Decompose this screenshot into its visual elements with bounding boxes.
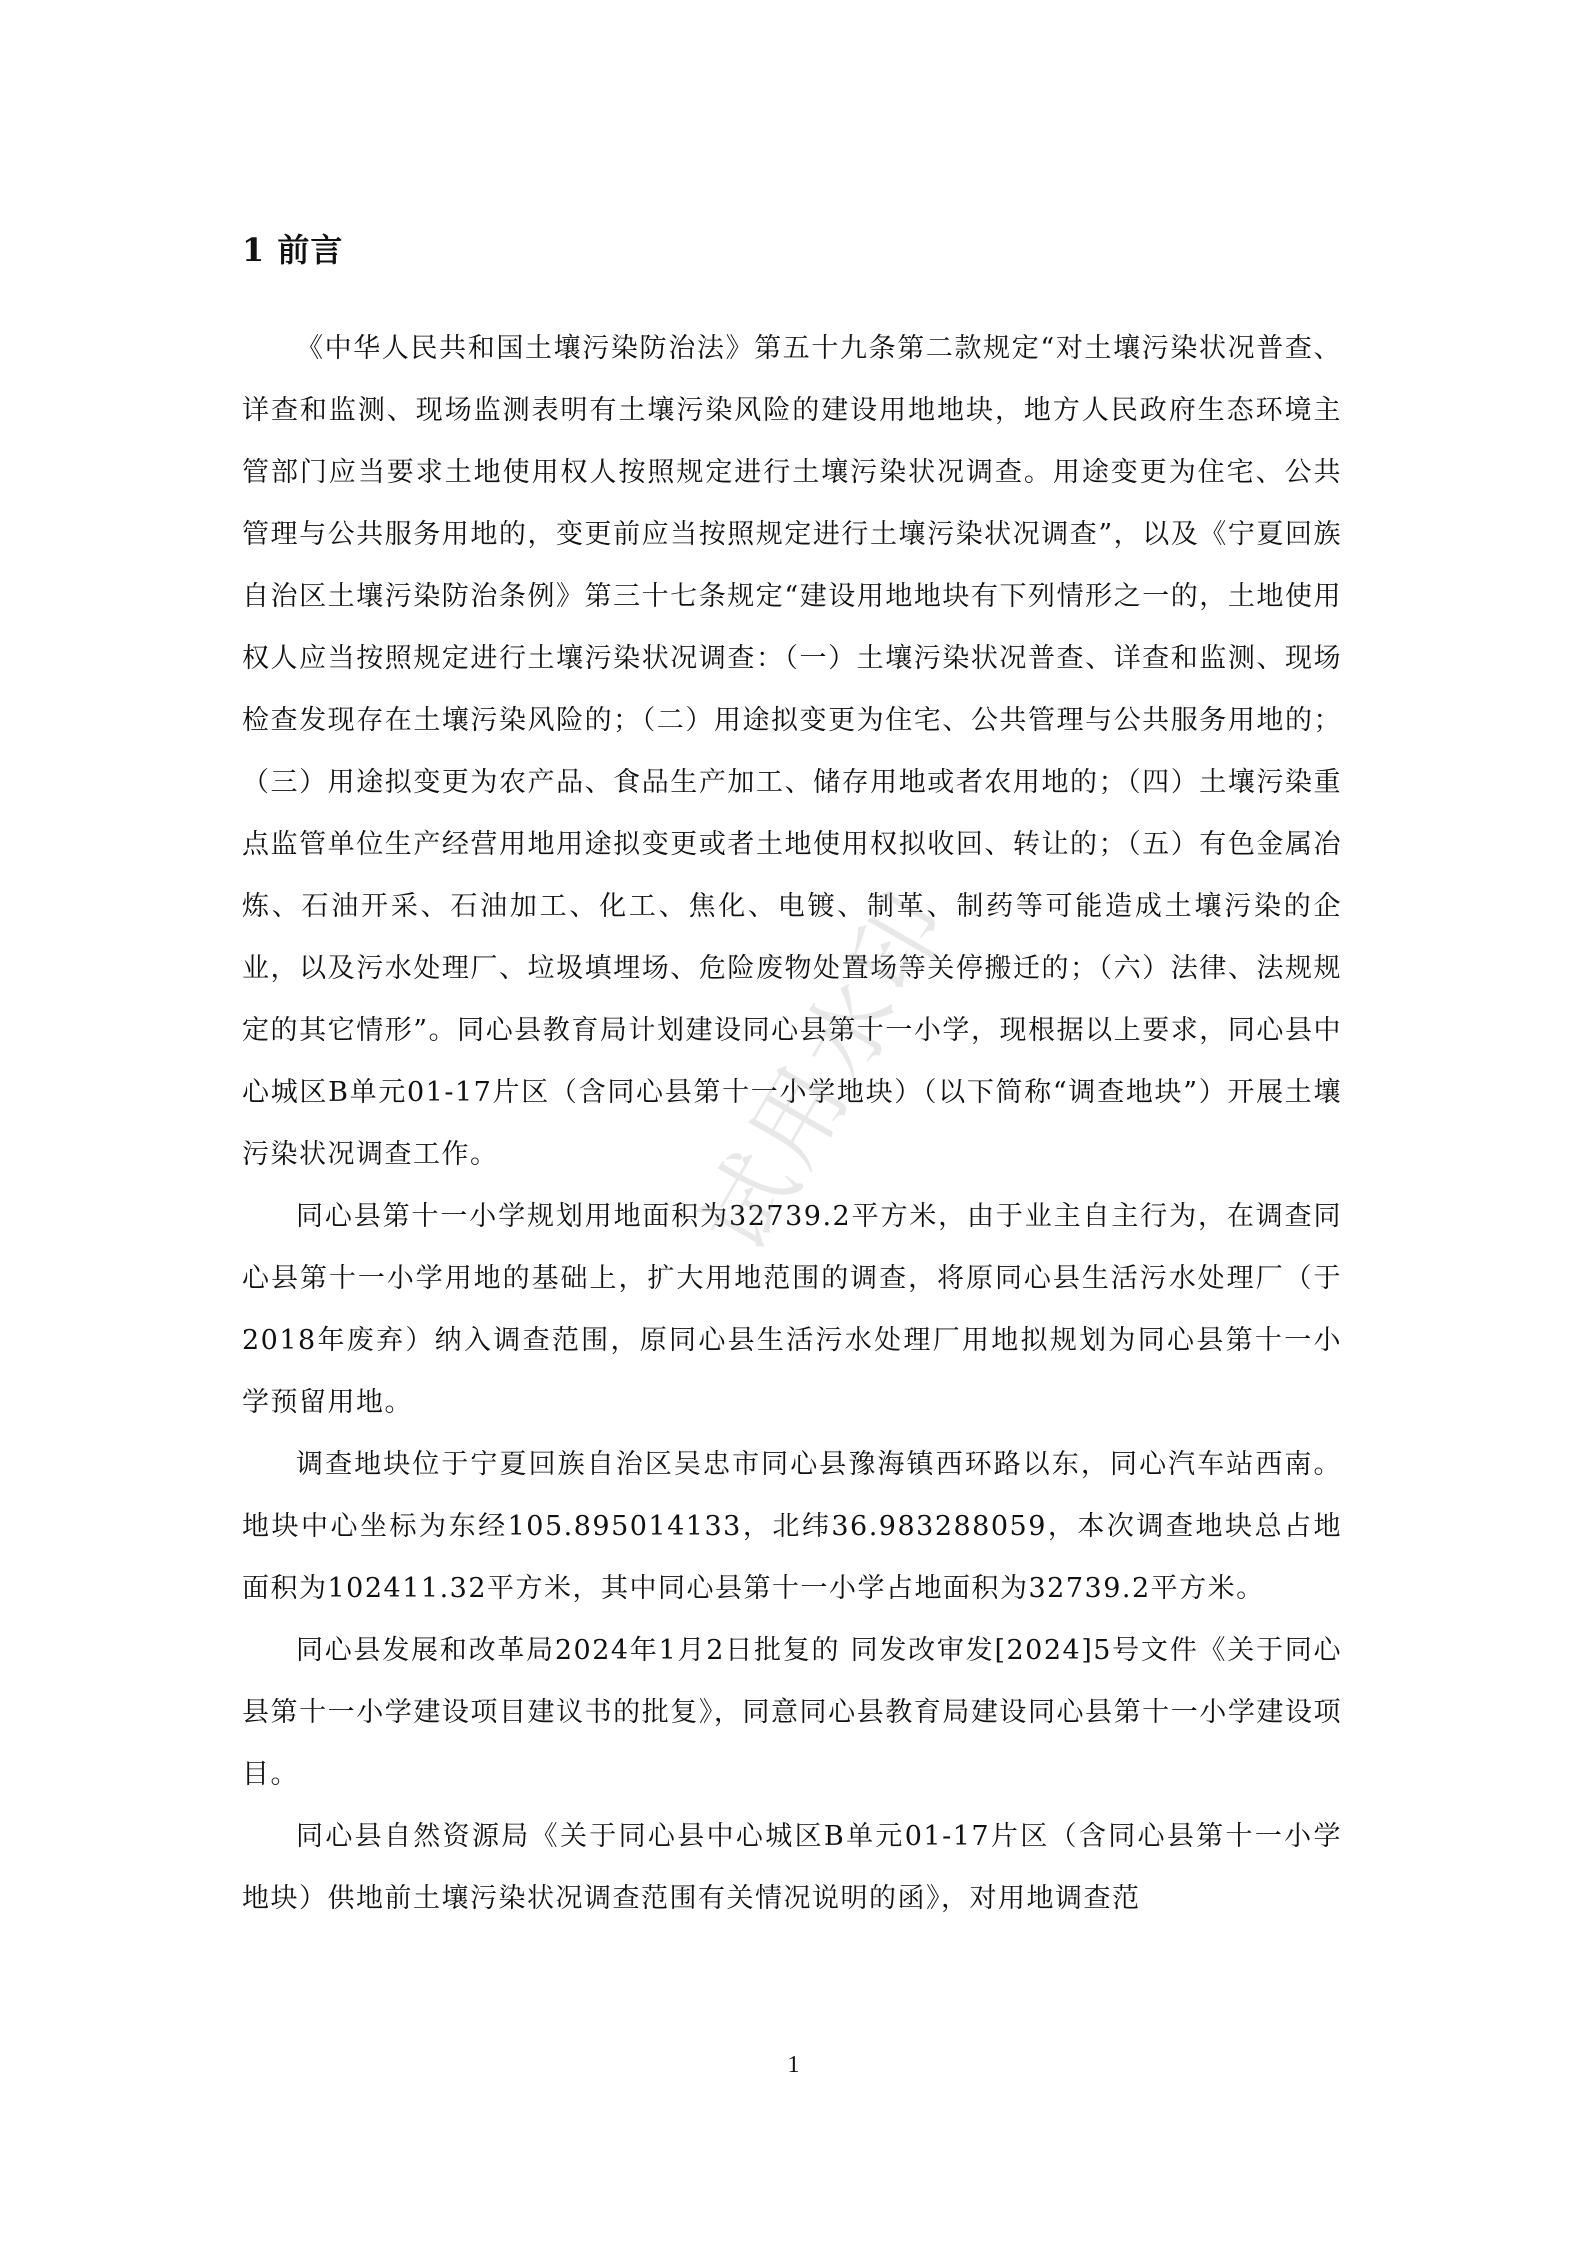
paragraph-approval: 同心县发展和改革局2024年1月2日批复的 同发改审发[2024]5号文件《关于同心县第十一小学建设项目建议书的批复》，同意同心县教育局建设同心县第十一小学建设项目。: [242, 1635, 1342, 1790]
paragraph-natural-resources: 同心县自然资源局《关于同心县中心城区B单元01-17片区（含同心县第十一小学地块）供地前土壤污染状况调查范围有关情况说明的函》，对用地调查范: [242, 1821, 1342, 1914]
paragraph-legal-basis: 《中华人民共和国土壤污染防治法》第五十九条第二款规定“对土壤污染状况普查、详查和监测、现场监测表明有土壤污染风险的建设用地地块，地方人民政府生态环境主管部门应当要求土地使用权人按照规定进行土壤污染状况调查。用途变更为住宅、公共管理与公共服务用地的，变更前应当按照规定进行土壤污染状况调查”，以及《宁夏回族自治区土壤污染防治条例》第三十七条规定“建设用地地块有下列情形之一的，土地使用权人应当按照规定进行土壤污染状况调查：（一）土壤污染状况普查、详查和监测、现场检查发现存在土壤污染风险的；（二）用途拟变更为住宅、公共管理与公共服务用地的；（三）用途拟变更为农产品、食品生产加工、储存用地或者农用地的；（四）土壤污染重点监管单位生产经营用地用途拟变更或者土地使用权拟收回、转让的；（五）有色金属冶炼、石油开采、石油加工、化工、焦化、电镀、制革、制药等可能造成土壤污染的企业，以及污水处理厂、垃圾填埋场、危险废物处置场等关停搬迁的；（六）法律、法规规定的其它情形”。同心县教育局计划建设同心县第十一小学，现根据以上要求，同心县中心城区B单元01-17片区（含同心县第十一小学地块）（以下简称“调查地块”）开展土壤污染状况调查工作。: [242, 333, 1342, 1170]
page-number: 1: [787, 2052, 800, 2078]
paragraph-location: 调查地块位于宁夏回族自治区吴忠市同心县豫海镇西环路以东，同心汽车站西南。地块中心坐标为东经105.895014133，北纬36.983288059，本次调查地块总占地面积为102411.32平方米，其中同心县第十一小学占地面积为32739.2平方米。: [242, 1449, 1342, 1604]
paragraph-land-area: 同心县第十一小学规划用地面积为32739.2平方米，由于业主自主行为，在调查同心县第十一小学用地的基础上，扩大用地范围的调查，将原同心县生活污水处理厂（于2018年废弃）纳入调查范围，原同心县生活污水处理厂用地拟规划为同心县第十一小学预留用地。: [242, 1201, 1342, 1418]
section-heading: 1 前言: [242, 231, 344, 269]
body-text: [242, 318, 1342, 1930]
trial-watermark: 试用水印: [680, 869, 973, 1270]
